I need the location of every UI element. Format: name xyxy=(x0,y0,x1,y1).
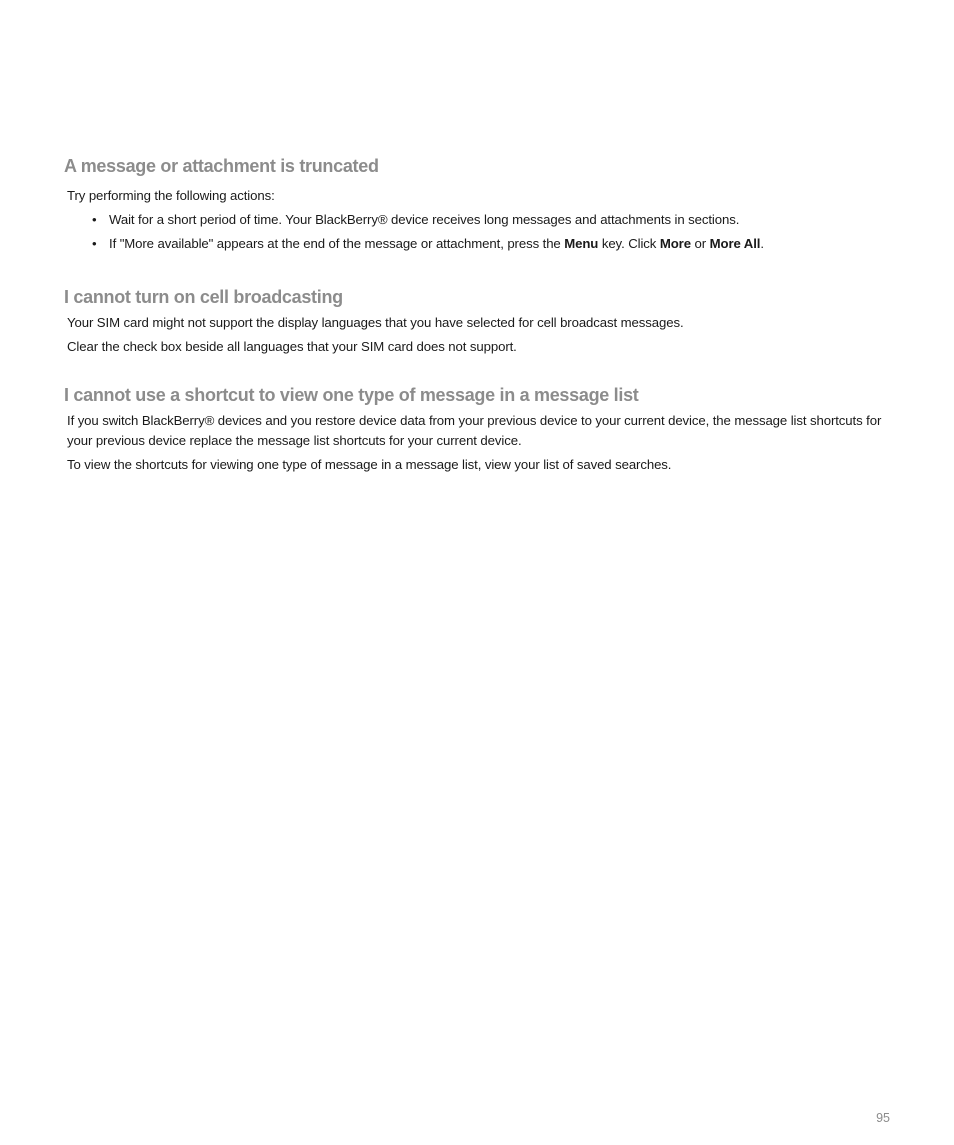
section-message-truncated xyxy=(64,155,894,254)
section-cell-broadcasting xyxy=(64,286,894,357)
list-item-text: Wait for a short period of time. Your BlackBerry® device receives long messages and attachments in sections. xyxy=(109,212,740,227)
action-list xyxy=(64,210,894,254)
more-option-label: More xyxy=(659,236,691,251)
page-number: 95 xyxy=(876,1111,890,1125)
body-paragraph: Your SIM card might not support the display languages that you have selected for cell broadcast messages. xyxy=(67,315,684,330)
list-item xyxy=(64,210,894,230)
list-item-text: or xyxy=(690,236,710,251)
body-paragraph: Clear the check box beside all languages that your SIM card does not support. xyxy=(67,339,517,354)
menu-key-label: Menu xyxy=(564,236,599,251)
intro-paragraph: Try performing the following actions: xyxy=(67,188,275,203)
section-heading: A message or attachment is truncated xyxy=(64,156,379,176)
section-heading: I cannot use a shortcut to view one type of message in a message list xyxy=(64,385,639,405)
body-paragraph: If you switch BlackBerry® devices and you restore device data from your previous device to your current device, the message list shortcuts for your previous device replace the message list shortcuts for your current device. xyxy=(67,413,882,448)
section-heading: I cannot turn on cell broadcasting xyxy=(64,287,343,307)
list-item-text: . xyxy=(760,236,764,251)
list-item-text: key. Click xyxy=(598,236,660,251)
list-item xyxy=(64,234,894,254)
bullet-icon: • xyxy=(92,212,97,227)
more-all-option-label: More All xyxy=(709,236,761,251)
bullet-icon: • xyxy=(92,236,97,251)
list-item-text: If "More available" appears at the end of the message or attachment, press the xyxy=(109,236,565,251)
body-paragraph: To view the shortcuts for viewing one type of message in a message list, view your list of saved searches. xyxy=(67,457,672,472)
section-shortcut-message-list xyxy=(64,384,894,475)
